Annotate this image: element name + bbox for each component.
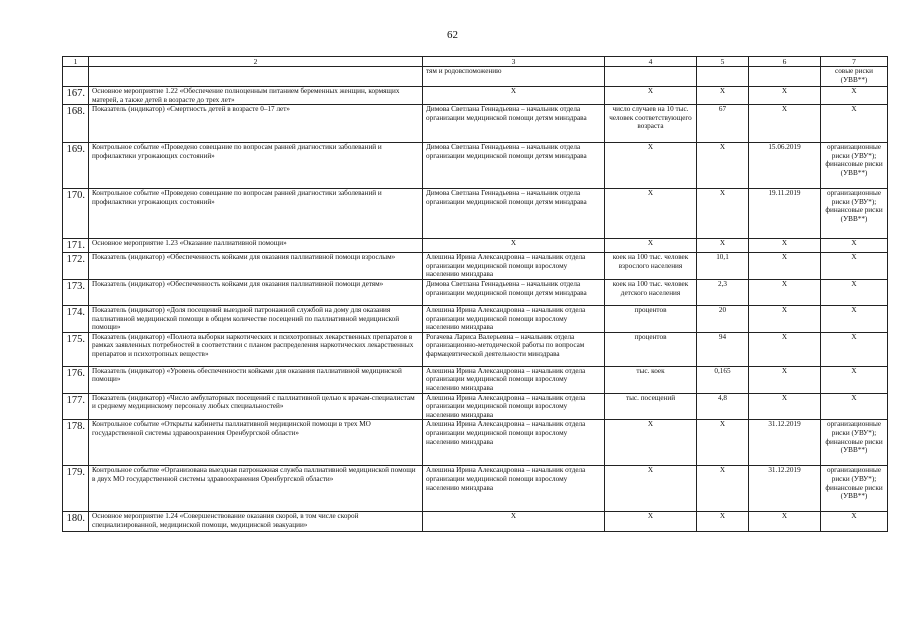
row-date [749,67,821,87]
row-description: Основное мероприятие 1.22 «Обеспечение полноценным питанием беременных женщин, кормящих матерей, а также детей в возрасте до трех лет» [89,87,423,105]
row-date: X [749,512,821,532]
row-responsible: Димова Светлана Геннадьевна – начальник отдела организации медицинской помощи детям минздрава [423,105,605,143]
row-unit: число случаев на 10 тыс. человек соответствующего возраста [605,105,697,143]
row-description: Показатель (индикатор) «Обеспеченность койками для оказания паллиативной помощи взрослым» [89,253,423,280]
row-risks: X [821,305,888,332]
row-unit: X [605,189,697,239]
row-unit: X [605,512,697,532]
row-description: Показатель (индикатор) «Обеспеченность койками для оказания паллиативной помощи детям» [89,279,423,305]
row-number: 174. [63,305,89,332]
row-unit: тыс. коек [605,366,697,393]
row-number: 176. [63,366,89,393]
col-header-7: 7 [821,57,888,67]
col-header-4: 4 [605,57,697,67]
row-number: 175. [63,332,89,366]
row-value: X [697,239,749,253]
table-row [63,366,888,393]
row-unit [605,67,697,87]
row-number: 168. [63,105,89,143]
row-number: 178. [63,420,89,466]
row-description: Контрольное событие «Организована выездная патронажная служба паллиативной медицинской помощи в двух МО государственной системы здравоохранения Оренбургской области» [89,466,423,512]
row-date: X [749,87,821,105]
row-unit: X [605,420,697,466]
row-risks: X [821,253,888,280]
row-responsible: Димова Светлана Геннадьевна – начальник отдела организации медицинской помощи детям минздрава [423,279,605,305]
col-header-5: 5 [697,57,749,67]
col-header-6: 6 [749,57,821,67]
row-date: X [749,105,821,143]
row-description: Основное мероприятие 1.24 «Совершенствование оказания скорой, в том числе скорой специализированной, медицинской помощи, медицинской эвакуации» [89,512,423,532]
table-row [63,466,888,512]
row-date: X [749,393,821,420]
row-value: X [697,143,749,189]
row-unit: процентов [605,305,697,332]
table-row [63,87,888,105]
row-value: X [697,87,749,105]
row-risks: X [821,332,888,366]
row-value: X [697,189,749,239]
row-description: Показатель (индикатор) «Уровень обеспеченности койками для оказания паллиативной медицинской помощи» [89,366,423,393]
table-row [63,305,888,332]
row-number: 170. [63,189,89,239]
col-header-2: 2 [89,57,423,67]
row-responsible: Алешина Ирина Александровна – начальник отдела организации медицинской помощи взрослому населению минздрава [423,466,605,512]
row-date: X [749,332,821,366]
row-responsible: X [423,87,605,105]
row-date: 31.12.2019 [749,420,821,466]
row-date: X [749,279,821,305]
row-responsible: Алешина Ирина Александровна – начальник отдела организации медицинской помощи взрослому населению минздрава [423,420,605,466]
row-description: Показатель (индикатор) «Полнота выборки наркотических и психотропных лекарственных препаратов в рамках заявленных потребностей в соответствии с планом распределения наркотических лекарственных препаратов и психотропных веществ» [89,332,423,366]
row-value [697,67,749,87]
row-date: X [749,305,821,332]
row-number: 169. [63,143,89,189]
row-value: 0,165 [697,366,749,393]
row-value: X [697,420,749,466]
table-row [63,253,888,280]
row-number: 171. [63,239,89,253]
row-responsible: Димова Светлана Геннадьевна – начальник отдела организации медицинской помощи детям минздрава [423,189,605,239]
row-date: X [749,239,821,253]
row-risks: X [821,366,888,393]
row-description: Основное мероприятие 1.23 «Оказание паллиативной помощи» [89,239,423,253]
table-row [63,332,888,366]
row-date: X [749,366,821,393]
row-risks: X [821,279,888,305]
table-row [63,512,888,532]
table-row [63,279,888,305]
row-unit: X [605,143,697,189]
row-risks: X [821,393,888,420]
row-risks: организационные риски (УВУ*); финансовые риски (УВВ**) [821,420,888,466]
table-row [63,105,888,143]
table-row [63,239,888,253]
row-risks: организационные риски (УВУ*); финансовые риски (УВВ**) [821,189,888,239]
row-risks: X [821,239,888,253]
row-value: 20 [697,305,749,332]
row-description [89,67,423,87]
row-risks: совые риски (УВВ**) [821,67,888,87]
row-value: 94 [697,332,749,366]
row-unit: процентов [605,332,697,366]
row-responsible: Димова Светлана Геннадьевна – начальник отдела организации медицинской помощи детям минздрава [423,143,605,189]
row-description: Показатель (индикатор) «Доля посещений выездной патронажной службой на дому для оказания паллиативной медицинской помощи в общем количестве посещений по паллиативной медицинской помощи» [89,305,423,332]
row-value: X [697,512,749,532]
row-risks: X [821,105,888,143]
row-value: 4,8 [697,393,749,420]
row-unit: коек на 100 тыс. человек взрослого населения [605,253,697,280]
row-description: Показатель (индикатор) «Число амбулаторных посещений с паллиативной целью к врачам-специалистам и среднему медицинскому персоналу любых специальностей» [89,393,423,420]
row-date: 19.11.2019 [749,189,821,239]
row-value: 2,3 [697,279,749,305]
col-header-1: 1 [63,57,89,67]
row-date: 31.12.2019 [749,466,821,512]
table-row [63,67,888,87]
row-risks: организационные риски (УВУ*); финансовые риски (УВВ**) [821,466,888,512]
row-unit: тыс. посещений [605,393,697,420]
row-number: 173. [63,279,89,305]
header-row [63,57,888,67]
row-description: Контрольное событие «Проведено совещание по вопросам ранней диагностики заболеваний и профилактики угрожающих состояний» [89,189,423,239]
row-number: 172. [63,253,89,280]
row-value: 67 [697,105,749,143]
row-risks: X [821,87,888,105]
row-responsible: Алешина Ирина Александровна – начальник отдела организации медицинской помощи взрослому населению минздрава [423,366,605,393]
row-responsible: X [423,239,605,253]
row-number: 167. [63,87,89,105]
page-number: 62 [447,29,458,41]
row-value: 10,1 [697,253,749,280]
row-date: 15.06.2019 [749,143,821,189]
row-description: Показатель (индикатор) «Смертность детей в возрасте 0–17 лет» [89,105,423,143]
row-description: Контрольное событие «Проведено совещание по вопросам ранней диагностики заболеваний и профилактики угрожающих состояний» [89,143,423,189]
row-risks: X [821,512,888,532]
row-unit: X [605,87,697,105]
row-number [63,67,89,87]
row-responsible: X [423,512,605,532]
row-description: Контрольное событие «Открыты кабинеты паллиативной медицинской помощи в трех МО государственной системы здравоохранения Оренбургской области» [89,420,423,466]
row-responsible: Алешина Ирина Александровна – начальник отдела организации медицинской помощи взрослому населению минздрава [423,253,605,280]
table-row [63,393,888,420]
row-number: 177. [63,393,89,420]
row-date: X [749,253,821,280]
row-number: 180. [63,512,89,532]
row-unit: коек на 100 тыс. человек детского населения [605,279,697,305]
row-unit: X [605,466,697,512]
row-risks: организационные риски (УВУ*); финансовые риски (УВВ**) [821,143,888,189]
table-row [63,420,888,466]
measures-table [62,56,888,532]
row-responsible: Рогачева Лариса Валерьевна – начальник отдела организационно-методической работы по вопросам фармацевтической деятельности минздрава [423,332,605,366]
row-value: X [697,466,749,512]
row-unit: X [605,239,697,253]
col-header-3: 3 [423,57,605,67]
row-number: 179. [63,466,89,512]
row-responsible: Алешина Ирина Александровна – начальник отдела организации медицинской помощи взрослому населению минздрава [423,305,605,332]
table-row [63,143,888,189]
row-responsible: Алешина Ирина Александровна – начальник отдела организации медицинской помощи взрослому населению минздрава [423,393,605,420]
table-row [63,189,888,239]
row-responsible: тям и родовспоможению [423,67,605,87]
